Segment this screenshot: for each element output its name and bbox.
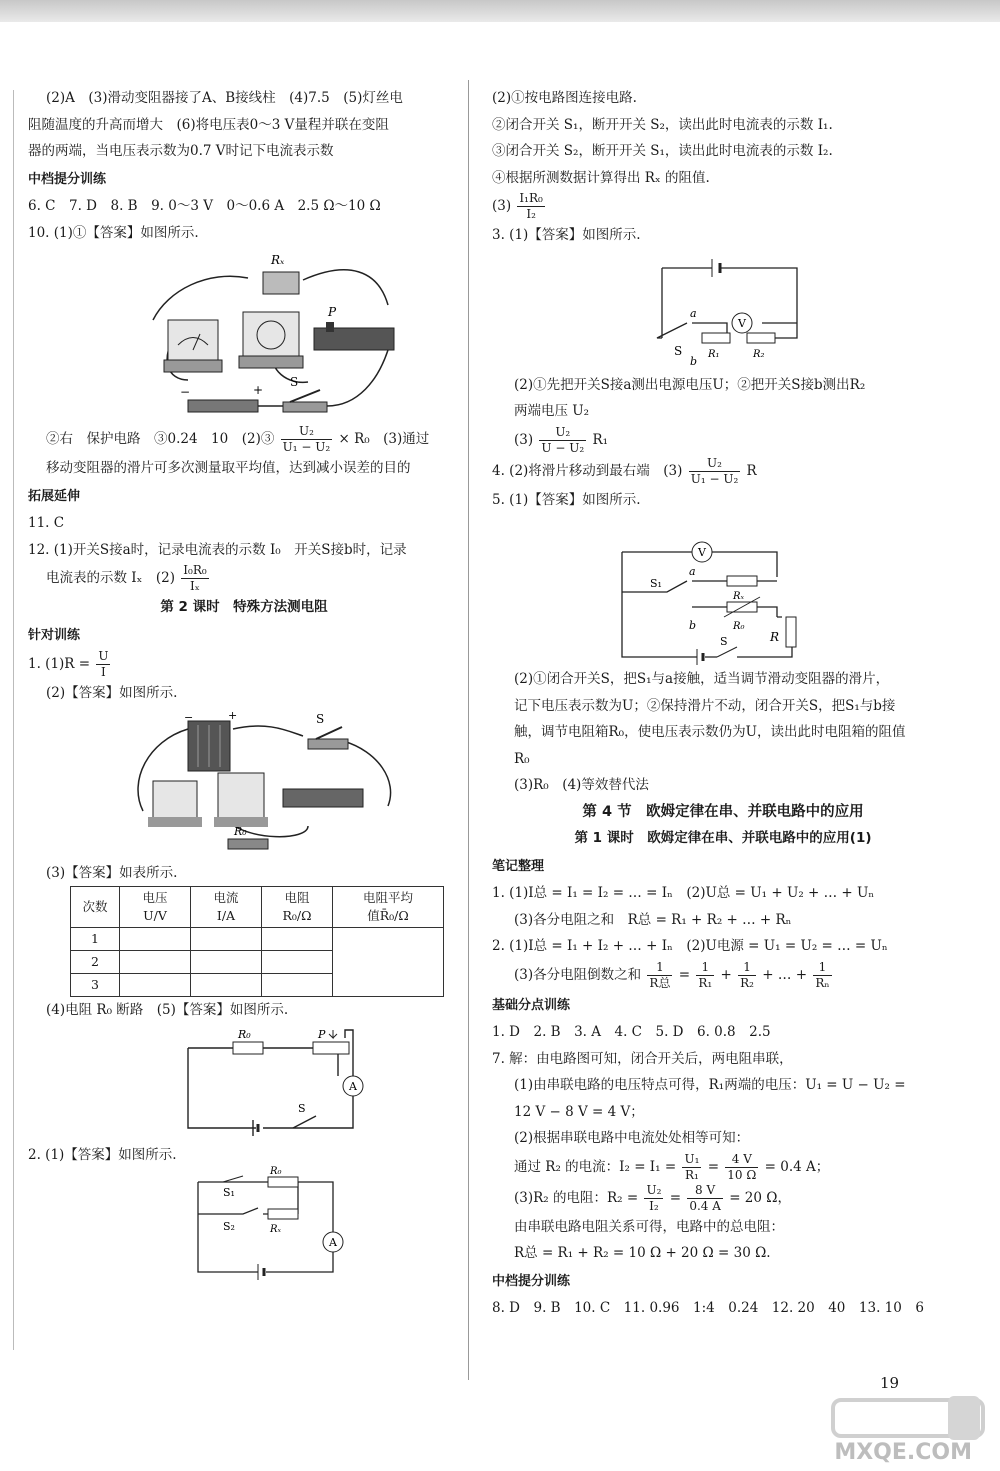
answer-line: 移动变阻器的滑片可多次测量取平均值，达到减小误差的目的 xyxy=(46,460,411,476)
circuit-diagram-3 xyxy=(48,1028,468,1138)
record-table xyxy=(70,886,444,997)
fig6-r-label: R xyxy=(770,630,780,644)
fraction xyxy=(539,425,586,456)
table-cell xyxy=(191,951,262,974)
left-column xyxy=(28,85,460,1281)
answer-line: (1)由串联电路的电压特点可得，R₁两端的电压：U₁ = U − U₂ = xyxy=(514,1077,906,1093)
answer-line: 11. C xyxy=(28,515,65,531)
table-row xyxy=(71,928,444,951)
answer-line: ②闭合开关 S₁，断开开关 S₂，读出此时电流表的示数 I₁. xyxy=(492,116,833,133)
physical-circuit-figure-1 xyxy=(58,250,478,420)
answer-line: R₀ xyxy=(514,750,530,767)
answer-line: (2)①按电路图连接电路. xyxy=(492,90,637,106)
operator: = xyxy=(707,1158,719,1175)
operator: = xyxy=(669,1189,682,1206)
denominator: Rₙ xyxy=(815,975,830,990)
denominator: Iₓ xyxy=(190,579,200,593)
row-number: 1 xyxy=(71,928,120,951)
answer-text: 通过 R₂ 的电流：I₂ = I₁ = xyxy=(514,1158,677,1175)
answer-text: 1. (1)R = xyxy=(28,656,91,672)
section-heading: 基础分点训练 xyxy=(492,997,571,1013)
numerator: 1 xyxy=(813,960,831,976)
lesson-title: 第 1 课时 欧姆定律在串、并联电路中的应用(1) xyxy=(574,830,872,846)
fig2-s-label: S xyxy=(316,711,325,726)
fig5-s-label: S xyxy=(674,343,683,358)
numerator: U₂ xyxy=(689,456,741,472)
section-heading: 中档提分训练 xyxy=(492,1273,571,1289)
answer-line xyxy=(492,1183,954,1214)
row-number: 3 xyxy=(71,974,120,997)
denominator: R₁ xyxy=(698,975,713,990)
header-cell: 电阻 R₀/Ω xyxy=(262,887,333,928)
table-cell xyxy=(333,928,444,997)
denominator: I xyxy=(101,665,106,679)
fig6-r0-label: R₀ xyxy=(733,621,745,632)
denominator: U − U₂ xyxy=(541,440,585,455)
header-cell: 电流 I/A xyxy=(191,887,262,928)
denominator: U₁ − U₂ xyxy=(282,440,331,454)
denominator: 10 Ω xyxy=(727,1167,757,1182)
scan-top-band xyxy=(0,0,1000,22)
right-column xyxy=(492,85,954,1322)
fig6-a-label: a xyxy=(689,565,696,578)
operator: = xyxy=(678,966,691,983)
answer-text: ②右 保护电路 ③0.24 10 (2)③ xyxy=(46,431,275,447)
table-cell xyxy=(262,974,333,997)
fraction xyxy=(687,1183,723,1214)
numerator: 8 V xyxy=(687,1183,723,1199)
answer-text: R xyxy=(746,462,757,479)
fig1-s-label: S xyxy=(290,375,299,389)
answer-line: (3)各分电阻之和 R总 = R₁ + R₂ + … + Rₙ xyxy=(514,911,792,928)
header-cell: 电压 U/V xyxy=(120,887,191,928)
denominator: R₁ xyxy=(684,1167,699,1182)
answer-line: (2)A (3)滑动变阻器接了A、B接线柱 (4)7.5 (5)灯丝电 xyxy=(46,90,403,106)
answer-line: 阻随温度的升高而增大 (6)将电压表0～3 V量程并联在变阻 xyxy=(28,116,389,133)
lesson-title: 第 2 课时 特殊方法测电阻 xyxy=(160,599,328,615)
fraction xyxy=(696,960,714,991)
fig1-rx-label: Rₓ xyxy=(271,253,285,267)
header-cell: 电阻平均 值R̄₀/Ω xyxy=(333,887,444,928)
denominator: U₁ − U₂ xyxy=(690,471,739,486)
answer-line xyxy=(28,424,460,455)
fig1-minus: − xyxy=(180,385,191,399)
numerator: I₀R₀ xyxy=(183,563,207,577)
operator: + … + xyxy=(762,966,808,983)
answer-text: = 20 Ω， xyxy=(729,1189,791,1206)
answer-line xyxy=(492,191,954,222)
table-cell xyxy=(191,928,262,951)
fig2-minus: − xyxy=(184,710,194,724)
fig2-plus: + xyxy=(228,708,238,722)
answer-line: 两端电压 U₂ xyxy=(514,403,590,419)
answer-line: 6. C 7. D 8. B 9. 0～3 V 0～0.6 A 2.5 Ω～10 Ω xyxy=(28,198,381,214)
answer-text: 4. (2)将滑片移动到最右端 (3) xyxy=(492,462,683,479)
physical-circuit-figure-2 xyxy=(48,708,468,856)
fig5-r2-label: R₂ xyxy=(753,348,765,360)
fig6-voltmeter-label: V xyxy=(698,546,706,559)
fraction xyxy=(725,1152,758,1183)
fig5-a-label: a xyxy=(690,306,697,320)
answer-line: (2)①先把开关S接a测出电源电压U；②把开关S接b测出R₂ xyxy=(514,376,866,393)
fraction xyxy=(647,960,672,991)
answer-line: 8. D 9. B 10. C 11. 0.96 1:4 0.24 12. 20 40 13. 10 6 xyxy=(492,1300,924,1316)
section-heading: 针对训练 xyxy=(28,627,81,643)
numerator: I₁R₀ xyxy=(519,191,543,205)
answer-line: 2. (1)【答案】如图所示. xyxy=(28,1146,177,1163)
fraction xyxy=(738,960,756,991)
answer-line xyxy=(28,649,460,680)
answer-line: 1. (1)I总 = I₁ = I₂ = … = Iₙ (2)U总 = U₁ + U₂ + … + Uₙ xyxy=(492,885,875,901)
table-cell xyxy=(120,974,191,997)
numerator: 1 xyxy=(647,960,672,976)
fraction xyxy=(281,424,333,455)
answer-text: × R₀ (3)通过 xyxy=(338,431,430,447)
answer-line xyxy=(492,456,954,487)
answer-line: 器的两端，当电压表示数为0.7 V时记下电流表示数 xyxy=(28,143,334,159)
fraction xyxy=(689,456,741,487)
fig4-s2-label: S₂ xyxy=(223,1220,235,1233)
numerator: U xyxy=(98,649,109,663)
answer-text: (3)各分电阻倒数之和 xyxy=(514,966,642,983)
answer-line: 触，调节电阻箱R₀，使电压表示数仍为U，读出此时电阻箱的阻值 xyxy=(514,724,906,740)
answer-line xyxy=(492,1152,954,1183)
fig1-plus: + xyxy=(253,383,264,397)
denominator: R₂ xyxy=(740,975,754,990)
table-cell xyxy=(191,974,262,997)
answer-line: 记下电压表示数为U；②保持滑片不动，闭合开关S，把S₁与b接 xyxy=(514,697,896,714)
numerator: U₁ xyxy=(684,1151,700,1166)
answer-line: (2)根据串联电路中电流处处相等可知： xyxy=(514,1130,750,1146)
answer-text: R₁ xyxy=(592,431,609,448)
numerator: 4 V xyxy=(725,1152,758,1168)
table-cell xyxy=(262,928,333,951)
numerator: 1 xyxy=(738,960,756,976)
denominator: I₂ xyxy=(526,207,536,221)
answer-line xyxy=(492,425,954,456)
fig4-r0-label: R₀ xyxy=(270,1166,282,1177)
section-title: 第 4 节 欧姆定律在串、并联电路中的应用 xyxy=(582,803,864,820)
table-cell xyxy=(120,951,191,974)
section-heading: 笔记整理 xyxy=(492,858,545,874)
circuit-diagram-6 xyxy=(492,517,952,662)
answer-text: 电流表的示数 Iₓ (2) xyxy=(46,570,175,586)
circuit-diagram-4 xyxy=(48,1166,468,1277)
fig3-ammeter-label: A xyxy=(349,1079,357,1093)
fraction xyxy=(517,191,544,222)
numerator: U₂ xyxy=(539,425,586,441)
header-cell: 次数 xyxy=(71,887,120,928)
fig6-rx-label: Rₓ xyxy=(733,591,745,602)
answer-line: (4)电阻 R₀ 断路 (5)【答案】如图所示. xyxy=(46,1002,289,1018)
answer-text: (3) xyxy=(492,198,512,214)
fig3-s-label: S xyxy=(298,1101,306,1115)
fig2-r0-label: R₀ xyxy=(234,824,247,838)
fig4-s1-label: S₁ xyxy=(223,1186,235,1199)
answer-line: 1. D 2. B 3. A 4. C 5. D 6. 0.8 2.5 xyxy=(492,1024,771,1040)
fig4-ammeter-label: A xyxy=(329,1236,337,1249)
fraction xyxy=(813,960,831,991)
answer-line xyxy=(492,960,954,991)
section-heading: 拓展延伸 xyxy=(28,488,81,504)
answer-line: 3. (1)【答案】如图所示. xyxy=(492,227,641,243)
numerator: 1 xyxy=(696,960,714,976)
fraction xyxy=(682,1152,701,1183)
answer-line: (2)①闭合开关S，把S₁与a接触，适当调节滑动变阻器的滑片， xyxy=(514,671,890,687)
fig5-voltmeter-label: V xyxy=(738,316,746,330)
section-heading: 中档提分训练 xyxy=(28,171,107,187)
fig1-p-label: P xyxy=(328,305,337,319)
answer-line: R总 = R₁ + R₂ = 10 Ω + 20 Ω = 30 Ω. xyxy=(514,1245,771,1261)
table-cell xyxy=(120,928,191,951)
answer-text: (3) xyxy=(514,431,534,448)
fig6-b-label: b xyxy=(689,619,697,632)
answer-line: 7. 解：由电路图可知，闭合开关后，两电阻串联， xyxy=(492,1050,793,1067)
table-header-row xyxy=(71,887,444,928)
fig4-rx-label: Rₓ xyxy=(270,1224,282,1235)
answer-text: = 0.4 A； xyxy=(764,1158,830,1175)
answer-line: ③闭合开关 S₂，断开开关 S₁，读出此时电流表的示数 I₂. xyxy=(492,143,833,159)
answer-line: (3)R₀ (4)等效替代法 xyxy=(514,777,649,793)
answer-line: 5. (1)【答案】如图所示. xyxy=(492,491,641,508)
answer-line: 2. (1)I总 = I₁ + I₂ + … + Iₙ (2)U电源 = U₁ = U₂ = … = Uₙ xyxy=(492,938,888,954)
fig6-s1-label: S₁ xyxy=(650,577,662,590)
fig3-r0-label: R₀ xyxy=(238,1027,251,1041)
answer-line: (3)【答案】如表所示. xyxy=(46,864,178,881)
fig6-s-label: S xyxy=(720,635,728,648)
answer-line: (2)【答案】如图所示. xyxy=(46,685,178,701)
row-number: 2 xyxy=(71,951,120,974)
operator: + xyxy=(720,966,732,983)
fig5-r1-label: R₁ xyxy=(708,348,720,360)
fraction xyxy=(181,563,208,594)
answer-line: ④根据所测数据计算得出 Rₓ 的阻值. xyxy=(492,169,710,186)
answer-line: 由串联电路电阻关系可得，电路中的总电阻： xyxy=(514,1218,784,1235)
circuit-diagram-5 xyxy=(492,253,952,368)
answer-line: 12 V − 8 V = 4 V； xyxy=(514,1103,644,1120)
answer-text: (3)R₂ 的电阻：R₂ = xyxy=(514,1189,639,1206)
numerator: U₂ xyxy=(646,1182,662,1197)
answer-line: 12. (1)开关S接a时，记录电流表的示数 I₀ 开关S接b时，记录 xyxy=(28,541,407,558)
denominator: 0.4 A xyxy=(689,1198,721,1213)
answer-line xyxy=(28,563,460,594)
denominator: I₂ xyxy=(649,1198,659,1213)
numerator: U₂ xyxy=(281,424,333,440)
binding-line xyxy=(13,90,14,1350)
answer-line: 10. (1)①【答案】如图所示. xyxy=(28,224,199,241)
fraction xyxy=(644,1183,663,1214)
denominator: R总 xyxy=(649,975,671,990)
table-cell xyxy=(262,951,333,974)
fig3-p-label: P xyxy=(318,1027,326,1041)
page-number: 19 xyxy=(880,1374,900,1392)
fraction xyxy=(96,649,110,680)
fig5-b-label: b xyxy=(690,354,698,368)
watermark-text: MXQE.COM xyxy=(834,1440,972,1465)
